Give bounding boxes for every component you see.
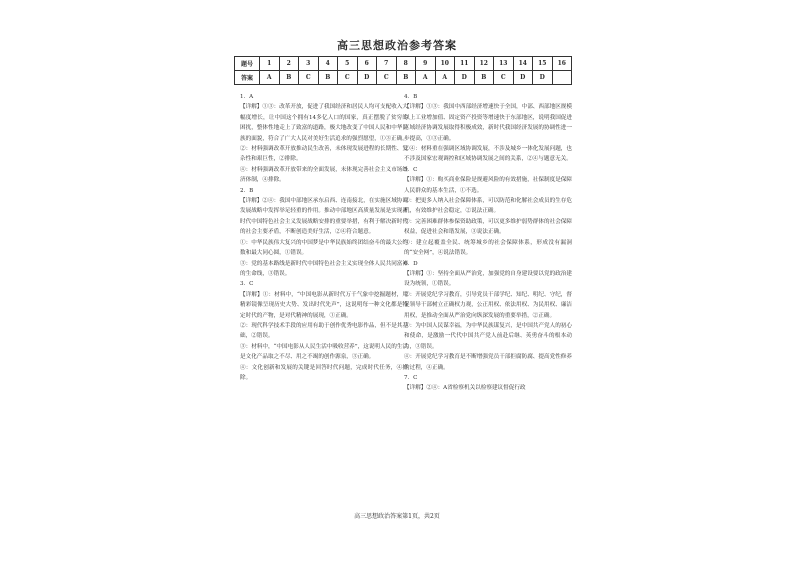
- question-number: 2: [279, 57, 299, 71]
- answer-cell: D: [455, 71, 475, 85]
- explanation-paragraph: 【详解】①：材料中，“中国电影从新时代万千气象中挖掘题材，用精彩镜像呈现历史大势、发出时代先声”，这说明每一种文化都是特定时代的产物，是对代精神的展现，①正确。: [240, 291, 408, 319]
- answer-cell: B: [279, 71, 299, 85]
- question-number: 4: [318, 57, 338, 71]
- question-number: 10: [435, 57, 455, 71]
- answer-cell: C: [377, 71, 397, 85]
- answer-cell: B: [318, 71, 338, 85]
- explanation-paragraph: ③：党的基本路线是新时代中国特色社会主义实现全体人民共同富裕的生命线，③错误。: [240, 260, 408, 277]
- explanation-paragraph: ④：文化创新和发展的关键是回答时代问题，完成时代任务，④排除。: [240, 364, 408, 381]
- explanation-paragraph: ②：材料强调改革开放推动民生改善，未体现发展进程的长期性、复杂性和艰巨性，②排除。: [240, 146, 408, 163]
- answer-cell: C: [494, 71, 514, 85]
- question-number: 6: [357, 57, 377, 71]
- answer-heading: 7．C: [404, 374, 418, 381]
- question-number: 5: [338, 57, 358, 71]
- explanation-paragraph: 【详解】①：坚持全面从严治党，加强党的自身建设要以党的政治建设为统领，①错误。: [404, 270, 572, 288]
- left-explanation-column: [240, 92, 408, 383]
- answer-cell: C: [338, 71, 358, 85]
- row-label-question-number: 题号: [235, 57, 260, 71]
- answer-heading: 5．C: [404, 166, 418, 173]
- explanation-paragraph: ②：把更多人纳入社会保障体系，可以防范和化解社会成员的生存危机，有效维护社会稳定，②说法正确。: [404, 198, 572, 215]
- answer-cell: [552, 71, 572, 85]
- explanation-paragraph: 【详解】①③：我国中西部经济增速快于全国，中部、西部地区规模以上工业增加值、固定资产投资等增速快于东部地区，说明我国促进区域经济协调发展取得积极成效，新时代我国经济发展的协调性进一步提高，①③正确。: [404, 104, 572, 142]
- explanation-paragraph: ④：开展党纪学习教育是不断增强党员干部拒腐防腐、提高党性修养的过程，④正确。: [404, 354, 572, 371]
- explanation-paragraph: 【详解】①③：改革开放，促进了我国经济和居民人均可支配收入大幅度增长，让中国这个拥有14多亿人口的国家，真正摆脱了贫穷的困扰，整体性地走上了致富的道路，极大地改变了中国人民和中华民族的面貌，符合了广大人民对美好生活追求的强烈愿望，①③正确。: [240, 104, 408, 142]
- answer-cell: D: [357, 71, 377, 85]
- explanation-paragraph: ③：为中国人民谋幸福，为中华民族谋复兴，是中国共产党人的初心和使命，是激励一代代中国共产党人前赴后继、英勇奋斗的根本动力，③错误。: [404, 322, 572, 350]
- explanation-paragraph: ②④：材料重在强调区域协调发展，不涉及城乡一体化发展问题，也不涉及国家宏观调控和区域协调发展之间的关系，②④与题意无关。: [404, 146, 572, 163]
- answer-cell: B: [396, 71, 416, 85]
- answer-cell: B: [474, 71, 494, 85]
- answer-cell: D: [513, 71, 533, 85]
- explanation-paragraph: ④：建立起覆盖全民、统筹城乡的社会保障体系，形成没有漏洞的“安全网”，④说法错误。: [404, 239, 572, 257]
- question-number: 11: [455, 57, 475, 71]
- answer-heading: 4．B: [404, 94, 418, 100]
- explanation-paragraph: ③：材料中，“中国电影从人民生活中吸收营养”，这说明人民的生活是文化产品取之不尽、用之不竭的创作源泉，③正确。: [240, 343, 408, 361]
- explanation-paragraph: ②：开展党纪学习教育，引导党员干部学纪、知纪、明纪、守纪，督促领导干部树立正确权力观，公正用权、依法用权、为民用权、廉洁用权，是推动全面从严治党向纵深发展的重要举措，②正确。: [404, 291, 572, 319]
- answer-heading: 6．D: [404, 260, 418, 267]
- row-label-answer: 答案: [235, 71, 260, 85]
- answer-heading: 1．A: [240, 94, 254, 100]
- explanation-paragraph: 【详解】②④：A省检察机关以检察建议督促行政: [404, 385, 526, 392]
- question-number: 3: [299, 57, 319, 71]
- answer-cell: A: [435, 71, 455, 85]
- explanation-paragraph: 【详解】①：购买商业保险是规避风险的有效措施，社保制度是保障人民群众的基本生活，①不选。: [404, 177, 572, 194]
- right-explanation-column: [404, 92, 572, 394]
- question-number: 8: [396, 57, 416, 71]
- answer-row: [235, 71, 572, 85]
- answer-heading: 2．B: [240, 187, 254, 194]
- question-number: 14: [513, 57, 533, 71]
- explanation-paragraph: ①：中华民族伟大复兴的中国梦是中华民族始终团结奋斗的最大公约数和最大同心圆，①错误。: [240, 239, 408, 257]
- answer-table: [234, 56, 572, 85]
- answer-cell: C: [299, 71, 319, 85]
- explanation-paragraph: 【详解】②④：我国中部地区承东启西、连南接北，在实施区域协调发展战略中发挥举足轻重的作用。推动中部地区高质量发展是实现新时代中国特色社会主义发展战略安排的重要举措，有利于解决新时代的社会主要矛盾，不断创造美好生活，②④符合题意。: [240, 198, 408, 236]
- page-title: 高三思想政治参考答案: [337, 39, 457, 52]
- question-number: 7: [377, 57, 397, 71]
- explanation-paragraph: ②：现代科学技术手段的应用有助于创作优秀电影作品，但不是其基础，②错误。: [240, 322, 408, 340]
- question-number: 9: [416, 57, 436, 71]
- question-number: 1: [260, 57, 280, 71]
- question-number-row: [235, 57, 572, 71]
- answer-cell: D: [533, 71, 553, 85]
- explanation-paragraph: ③：完善困难群体参保资助政策，可以更多维护弱势群体的社会保障权益，促进社会和谐发展，③说法正确。: [404, 218, 572, 236]
- question-number: 12: [474, 57, 494, 71]
- explanation-paragraph: ④：材料强调改革开放带来的全面发展，未体现完善社会主义市场经济体制，④排除。: [240, 166, 408, 184]
- question-number: 15: [533, 57, 553, 71]
- answer-cell: A: [260, 71, 280, 85]
- question-number: 13: [494, 57, 514, 71]
- answer-heading: 3．C: [240, 281, 254, 288]
- answer-cell: A: [416, 71, 436, 85]
- question-number: 16: [552, 57, 572, 71]
- page-footer: 高三思想政治答案第1页，共2页: [354, 513, 440, 520]
